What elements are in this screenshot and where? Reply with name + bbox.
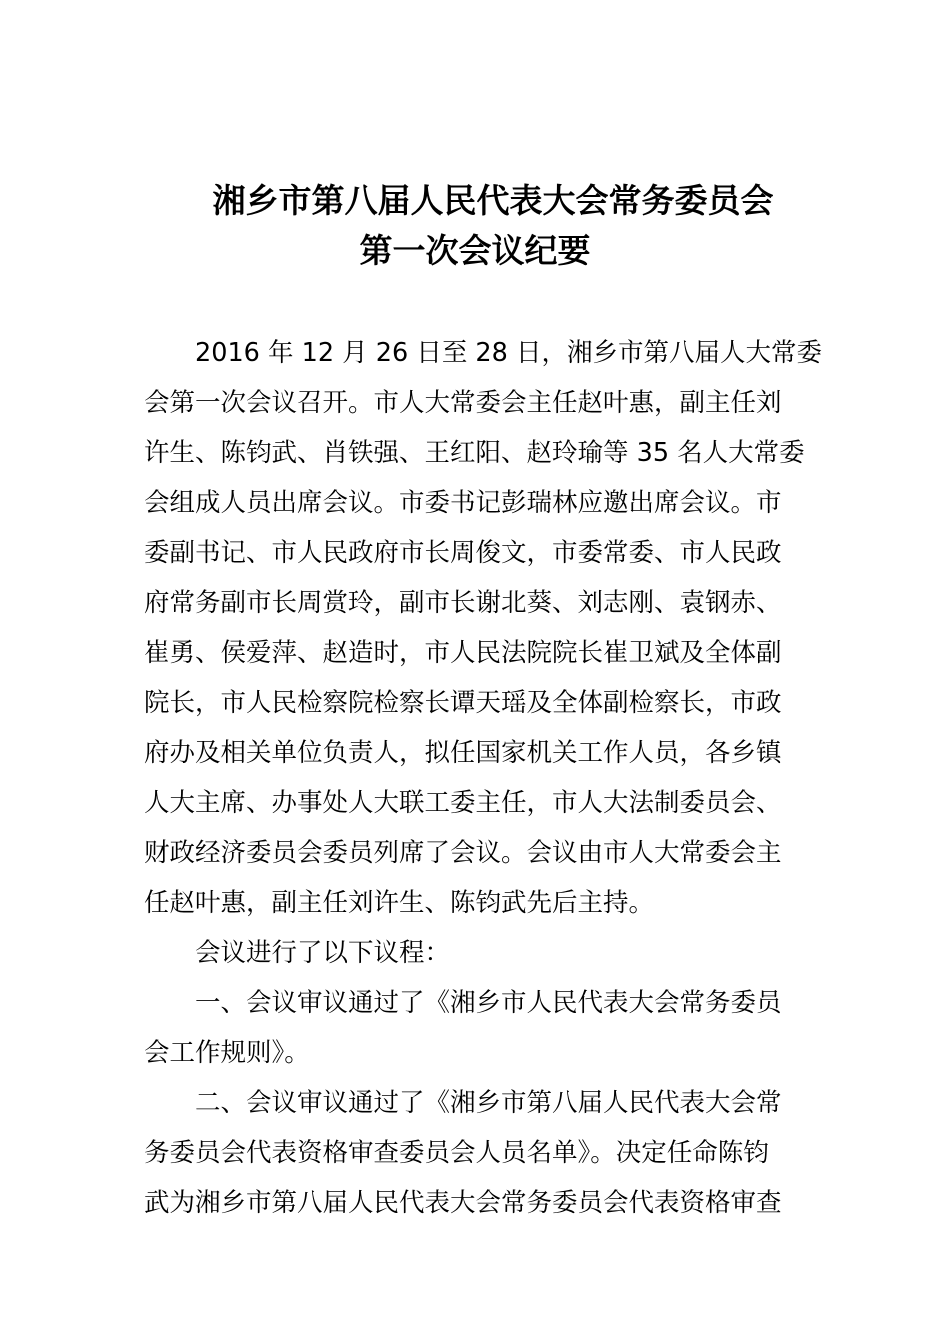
paragraph-line: 2016 年 12 月 26 日至 28 日，湘乡市第八届人大常委: [195, 338, 822, 368]
paragraph-line: 委副书记、市人民政府市长周俊文，市委常委、市人民政: [144, 538, 782, 568]
paragraph-line: 人大主席、办事处人大联工委主任，市人大法制委员会、: [144, 788, 782, 818]
paragraph-line: 会组成人员出席会议。市委书记彭瑞林应邀出席会议。市: [144, 488, 782, 518]
paragraph-line: 务委员会代表资格审查委员会人员名单》。决定任命陈钧: [144, 1138, 769, 1168]
paragraph-line: 会工作规则》。: [144, 1038, 310, 1068]
paragraph-line: 一、会议审议通过了《湘乡市人民代表大会常务委员: [195, 988, 782, 1018]
paragraph-line: 府办及相关单位负责人，拟任国家机关工作人员，各乡镇: [144, 738, 782, 768]
title-line-1: 湘乡市第八届人民代表大会常务委员会: [212, 181, 774, 220]
paragraph-line: 崔勇、侯爱萍、赵造时，市人民法院院长崔卫斌及全体副: [144, 638, 782, 668]
paragraph-line: 财政经济委员会委员列席了会议。会议由市人大常委会主: [144, 838, 782, 868]
document-title: [0, 176, 950, 276]
paragraph-line: 院长，市人民检察院检察长谭天瑶及全体副检察长，市政: [144, 688, 782, 718]
paragraph-line: 任赵叶惠，副主任刘许生、陈钧武先后主持。: [144, 888, 655, 918]
paragraph-line: 会第一次会议召开。市人大常委会主任赵叶惠，副主任刘: [144, 388, 782, 418]
paragraph-line: 二、会议审议通过了《湘乡市第八届人民代表大会常: [195, 1088, 782, 1118]
title-line-2: 第一次会议纪要: [359, 231, 591, 270]
paragraph-line: 会议进行了以下议程：: [195, 938, 451, 968]
paragraph-line: 府常务副市长周赏玲，副市长谢北葵、刘志刚、袁钢赤、: [144, 588, 782, 618]
paragraph-line: 许生、陈钧武、肖铁强、王红阳、赵玲瑜等 35 名人大常委: [144, 438, 805, 468]
paragraph-line: 武为湘乡市第八届人民代表大会常务委员会代表资格审查: [144, 1188, 782, 1218]
document-body: [144, 328, 822, 1228]
